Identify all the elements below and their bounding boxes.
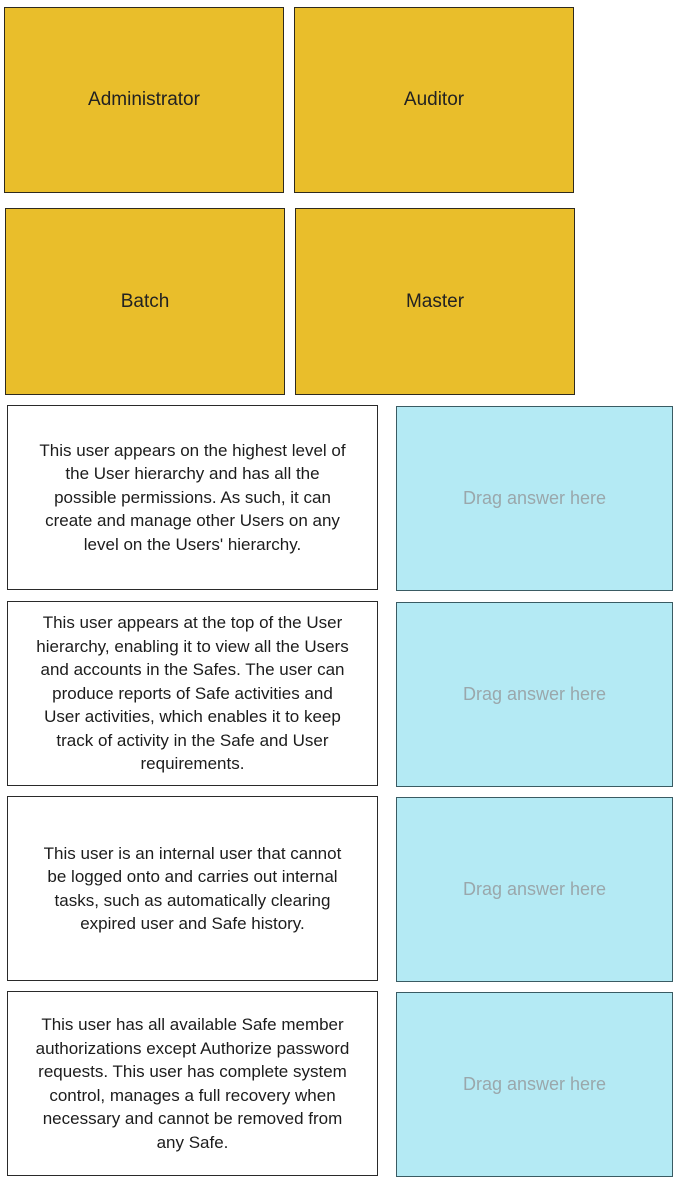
description-box (7, 601, 378, 786)
description-text: This user is an internal user that cannot be logged onto and carries out internal tasks, such as automatically clearing expired user and Safe history. (43, 843, 342, 933)
description-box (7, 796, 378, 981)
drop-target[interactable] (396, 992, 673, 1177)
drop-placeholder: Drag answer here (462, 1074, 607, 1094)
answer-tile-label: Auditor (403, 89, 465, 110)
drop-target[interactable] (396, 406, 673, 591)
drop-placeholder: Drag answer here (462, 488, 607, 508)
description-text: This user appears on the highest level of the User hierarchy and has all the possible permissions. As such, it can create and manage other Users on any level on the Users' hierarchy. (39, 440, 346, 554)
description-box (7, 405, 378, 590)
drop-target[interactable] (396, 797, 673, 982)
description-box (7, 991, 378, 1176)
answer-tile-label: Batch (120, 290, 170, 312)
answer-tile-master[interactable] (295, 208, 575, 395)
drop-placeholder: Drag answer here (462, 879, 607, 899)
drop-placeholder: Drag answer here (462, 684, 607, 704)
drop-target[interactable] (396, 602, 673, 787)
answer-tile-label: Administrator (88, 89, 200, 110)
answer-tile-auditor[interactable] (294, 7, 574, 193)
description-text: This user has all available Safe member authorizations except Authorize password requests. This user has complete system control, manages a full recovery when necessary and cannot be removed from any Safe. (35, 1015, 350, 1152)
description-text: This user appears at the top of the User hierarchy, enabling it to view all the Users and accounts in the Safes. The user can produce reports of Safe activities and User activities, which enables it to keep track of activity in the Safe and User requirements. (36, 613, 349, 774)
answer-tile-administrator[interactable] (4, 7, 284, 193)
answer-tile-batch[interactable] (5, 208, 285, 395)
answer-tile-label: Master (405, 290, 465, 312)
